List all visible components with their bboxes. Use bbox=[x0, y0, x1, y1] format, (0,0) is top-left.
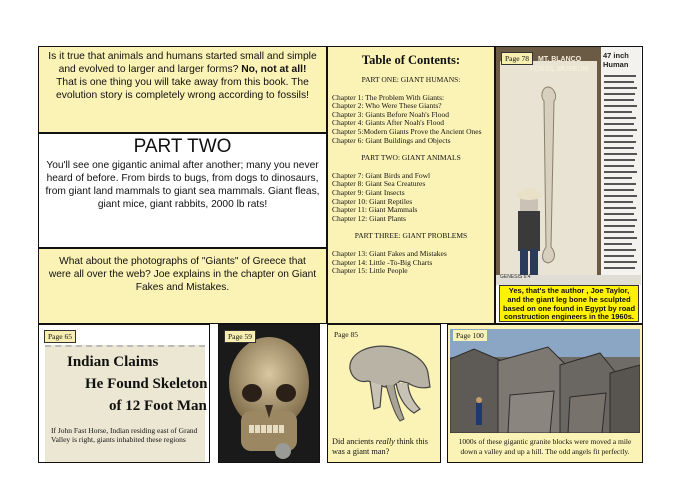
toc-chapter: Chapter 10: Giant Reptiles bbox=[332, 196, 413, 206]
stones-panel bbox=[447, 324, 643, 463]
intro-bold: No, not at all! bbox=[241, 64, 307, 75]
intro-text-2: That is one thing you will take away from this book. The evolution story is completely wrong according to fossils! bbox=[56, 77, 309, 101]
toc-chapter: Chapter 15: Little People bbox=[332, 266, 408, 276]
museum-photo bbox=[496, 47, 641, 285]
page-label: Page 78 bbox=[501, 52, 533, 65]
part-two-body: You'll see one gigantic animal after another; many you never heard of before. From birds to bugs, from dogs to dinosaurs, from giant land mammals to giant sea mammals. Giant fleas, giant mice, giant rabbits, 2000 lb rats! bbox=[45, 160, 320, 210]
museum-photo-panel bbox=[495, 46, 643, 324]
clip-body: If John Fast Horse, Indian residing east of Grand Valley is right, giants inhabited these regions bbox=[51, 426, 198, 444]
clip-headline-2: He Found Skeleton bbox=[85, 376, 208, 392]
museum-sign-line1: MT. BLANCO bbox=[538, 56, 582, 63]
clipping-panel bbox=[38, 324, 210, 463]
jaw-caption-pre: Did ancients bbox=[332, 437, 376, 446]
museum-caption: Yes, that's the author , Joe Taylor, and the giant leg bone he sculpted based on one found in Egypt by road construction engineers in the 1960s. bbox=[499, 285, 639, 322]
part-two-heading: PART TWO bbox=[133, 136, 232, 157]
toc-part3-title: PART THREE: GIANT PROBLEMS bbox=[354, 231, 468, 241]
stones-photo bbox=[450, 329, 640, 433]
greece-text: What about the photographs of "Giants" of Greece that were all over the web? Joe explains in the chapter on Giant Fakes and Mistakes. bbox=[48, 256, 317, 293]
museum-side-heading: 47 inch Human bbox=[603, 51, 629, 69]
jaw-illustration bbox=[330, 329, 440, 429]
jaw-caption-post: think this was a giant man? bbox=[332, 437, 429, 456]
skull-panel bbox=[218, 324, 320, 463]
intro-box bbox=[38, 46, 327, 133]
toc-chapter: Chapter 7: Giant Birds and Fowl bbox=[332, 170, 431, 180]
museum-sign-line2: FOSSIL MUSEUM bbox=[530, 66, 589, 73]
part-two-box bbox=[38, 133, 327, 248]
page-label: Page 100 bbox=[453, 330, 487, 341]
page-label: Page 65 bbox=[44, 330, 76, 343]
skull-photo bbox=[219, 325, 319, 462]
toc-title: Table of Contents: bbox=[361, 53, 461, 67]
jaw-caption-em: really bbox=[375, 437, 395, 446]
toc-chapter: Chapter 11: Giant Mammals bbox=[332, 205, 418, 215]
page-label: Page 59 bbox=[224, 330, 256, 343]
toc-chapter: Chapter 6: Giant Buildings and Objects bbox=[332, 135, 451, 145]
toc-chapter: Chapter 9: Giant Insects bbox=[332, 187, 405, 197]
toc-chapter: Chapter 4: Giants After Noah's Flood bbox=[332, 118, 444, 128]
toc-chapter: Chapter 12: Giant Plants bbox=[332, 213, 406, 223]
toc-chapter: Chapter 5:Modern Giants Prove the Ancient Ones bbox=[332, 126, 482, 136]
clip-headline-1: Indian Claims bbox=[67, 354, 159, 370]
toc-chapter: Chapter 8: Giant Sea Creatures bbox=[332, 179, 426, 189]
toc-chapter: Chapter 1: The Problem With Giants: bbox=[332, 92, 445, 102]
toc-part1-title: PART ONE: GIANT HUMANS: bbox=[361, 75, 461, 84]
toc-chapter: Chapter 13: Giant Fakes and Mistakes bbox=[332, 248, 447, 258]
museum-footer: GENESIS 6:4 bbox=[500, 274, 531, 280]
jaw-panel bbox=[327, 324, 441, 463]
greece-box bbox=[38, 248, 327, 324]
intro-text: Is it true that animals and humans started small and simple and evolved to larger and larger forms? bbox=[48, 51, 317, 75]
jaw-caption bbox=[332, 437, 438, 457]
stones-caption: 1000s of these gigantic granite blocks were moved a mile down a valley and up a hill. The odd angels fit perfectly. bbox=[458, 437, 632, 456]
table-of-contents bbox=[327, 46, 495, 324]
toc-chapter: Chapter 3: Giants Before Noah's Flood bbox=[332, 109, 449, 119]
toc-chapter: Chapter 2: Who Were These Giants? bbox=[332, 101, 442, 111]
toc-part2-title: PART TWO: GIANT ANIMALS bbox=[361, 153, 461, 163]
toc-chapter: Chapter 14: Little -To-Big Charts bbox=[332, 257, 433, 267]
clip-headline-3: of 12 Foot Man bbox=[109, 398, 207, 414]
page-label: Page 85 bbox=[331, 329, 361, 340]
